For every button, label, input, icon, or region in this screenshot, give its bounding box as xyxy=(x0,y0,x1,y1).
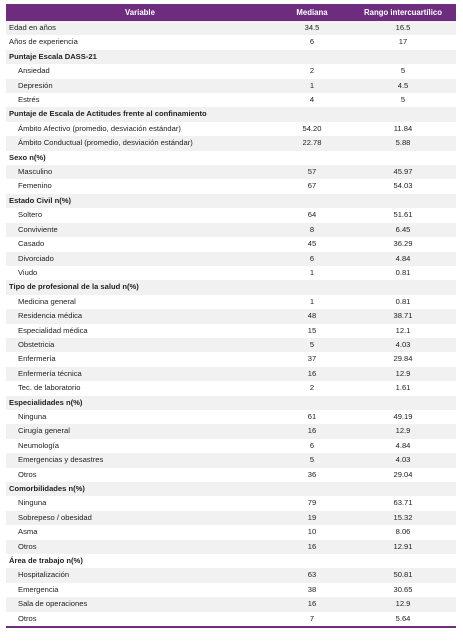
row-label: Estrés xyxy=(6,93,274,107)
median-cell xyxy=(274,151,350,165)
row-label: Casado xyxy=(6,237,274,251)
table-row xyxy=(6,468,456,482)
table-row xyxy=(6,410,456,424)
iqr-cell: 5 xyxy=(350,64,456,78)
median-cell: 16 xyxy=(274,540,350,554)
median-cell: 8 xyxy=(274,223,350,237)
median-cell: 6 xyxy=(274,35,350,49)
row-label: Enfermería xyxy=(6,352,274,366)
median-cell: 67 xyxy=(274,179,350,193)
median-cell: 63 xyxy=(274,568,350,582)
median-cell: 38 xyxy=(274,583,350,597)
median-cell: 6 xyxy=(274,439,350,453)
median-cell: 19 xyxy=(274,511,350,525)
iqr-cell: 6.45 xyxy=(350,223,456,237)
row-label: Otros xyxy=(6,540,274,554)
iqr-cell xyxy=(350,280,456,294)
table-row xyxy=(6,309,456,323)
row-label: Otros xyxy=(6,612,274,626)
median-cell: 1 xyxy=(274,295,350,309)
iqr-cell: 50.81 xyxy=(350,568,456,582)
table-row xyxy=(6,568,456,582)
median-cell: 36 xyxy=(274,468,350,482)
median-cell: 57 xyxy=(274,165,350,179)
section-label: Puntaje Escala DASS-21 xyxy=(6,50,274,64)
iqr-cell: 17 xyxy=(350,35,456,49)
row-label: Masculino xyxy=(6,165,274,179)
iqr-cell: 29.04 xyxy=(350,468,456,482)
row-label: Tec. de laboratorio xyxy=(6,381,274,395)
iqr-cell: 12.91 xyxy=(350,540,456,554)
table-row xyxy=(6,179,456,193)
table-row xyxy=(6,612,456,626)
table-row xyxy=(6,93,456,107)
section-label: Sexo n(%) xyxy=(6,151,274,165)
iqr-cell: 54.03 xyxy=(350,179,456,193)
median-cell: 5 xyxy=(274,338,350,352)
row-label: Cirugía general xyxy=(6,424,274,438)
row-label: Años de experiencia xyxy=(6,35,274,49)
header-row xyxy=(6,4,456,21)
row-label: Emergencia xyxy=(6,583,274,597)
iqr-cell xyxy=(350,151,456,165)
iqr-cell xyxy=(350,396,456,410)
iqr-cell xyxy=(350,194,456,208)
table-row xyxy=(6,367,456,381)
iqr-cell: 29.84 xyxy=(350,352,456,366)
row-label: Conviviente xyxy=(6,223,274,237)
iqr-cell: 4.5 xyxy=(350,79,456,93)
row-label: Residencia médica xyxy=(6,309,274,323)
row-label: Especialidad médica xyxy=(6,324,274,338)
median-cell xyxy=(274,50,350,64)
row-label: Neumología xyxy=(6,439,274,453)
median-cell: 4 xyxy=(274,93,350,107)
median-cell: 2 xyxy=(274,64,350,78)
section-row xyxy=(6,554,456,568)
iqr-cell: 15.32 xyxy=(350,511,456,525)
table-row xyxy=(6,381,456,395)
median-cell: 15 xyxy=(274,324,350,338)
median-cell: 64 xyxy=(274,208,350,222)
row-label: Ninguna xyxy=(6,410,274,424)
iqr-cell: 4.84 xyxy=(350,252,456,266)
iqr-cell: 12.1 xyxy=(350,324,456,338)
iqr-cell xyxy=(350,554,456,568)
iqr-cell: 12.9 xyxy=(350,597,456,611)
table-row xyxy=(6,35,456,49)
row-label: Ámbito Conductual (promedio, desviación estándar) xyxy=(6,136,274,150)
row-label: Ansiedad xyxy=(6,64,274,78)
row-label: Ninguna xyxy=(6,496,274,510)
median-cell: 54.20 xyxy=(274,122,350,136)
header-iqr: Rango intercuartílico xyxy=(350,4,456,21)
median-cell: 6 xyxy=(274,252,350,266)
median-cell: 79 xyxy=(274,496,350,510)
iqr-cell: 5.88 xyxy=(350,136,456,150)
iqr-cell xyxy=(350,107,456,121)
section-row xyxy=(6,107,456,121)
median-cell xyxy=(274,482,350,496)
table-row xyxy=(6,295,456,309)
median-cell: 16 xyxy=(274,367,350,381)
iqr-cell: 30.65 xyxy=(350,583,456,597)
median-cell: 1 xyxy=(274,266,350,280)
iqr-cell: 12.9 xyxy=(350,424,456,438)
iqr-cell: 1.61 xyxy=(350,381,456,395)
iqr-cell: 5 xyxy=(350,93,456,107)
iqr-cell: 4.84 xyxy=(350,439,456,453)
median-cell: 5 xyxy=(274,453,350,467)
row-label: Asma xyxy=(6,525,274,539)
median-cell: 7 xyxy=(274,612,350,626)
table-row xyxy=(6,352,456,366)
iqr-cell: 4.03 xyxy=(350,453,456,467)
median-cell: 34.5 xyxy=(274,21,350,35)
median-cell: 16 xyxy=(274,424,350,438)
table-row xyxy=(6,439,456,453)
table-row xyxy=(6,64,456,78)
table-row xyxy=(6,237,456,251)
row-label: Otros xyxy=(6,468,274,482)
table-row xyxy=(6,165,456,179)
median-cell xyxy=(274,554,350,568)
median-cell: 37 xyxy=(274,352,350,366)
row-label: Enfermería técnica xyxy=(6,367,274,381)
median-cell xyxy=(274,280,350,294)
table-row xyxy=(6,79,456,93)
data-table xyxy=(6,4,456,626)
table-bottom-rule xyxy=(6,626,456,628)
row-label: Edad en años xyxy=(6,21,274,35)
iqr-cell: 8.06 xyxy=(350,525,456,539)
median-cell: 61 xyxy=(274,410,350,424)
median-cell xyxy=(274,396,350,410)
iqr-cell xyxy=(350,482,456,496)
row-label: Medicina general xyxy=(6,295,274,309)
median-cell xyxy=(274,194,350,208)
iqr-cell: 45.97 xyxy=(350,165,456,179)
table-header xyxy=(6,4,456,21)
table-row xyxy=(6,338,456,352)
iqr-cell: 5.64 xyxy=(350,612,456,626)
section-row xyxy=(6,194,456,208)
section-row xyxy=(6,280,456,294)
table-row xyxy=(6,208,456,222)
section-label: Comorbilidades n(%) xyxy=(6,482,274,496)
table-row xyxy=(6,525,456,539)
median-cell xyxy=(274,107,350,121)
iqr-cell: 51.61 xyxy=(350,208,456,222)
median-cell: 1 xyxy=(274,79,350,93)
median-cell: 16 xyxy=(274,597,350,611)
row-label: Femenino xyxy=(6,179,274,193)
median-cell: 48 xyxy=(274,309,350,323)
table-row xyxy=(6,496,456,510)
section-row xyxy=(6,482,456,496)
header-variable: Variable xyxy=(6,4,274,21)
table-row xyxy=(6,136,456,150)
row-label: Obstetricia xyxy=(6,338,274,352)
section-label: Puntaje de Escala de Actitudes frente al confinamiento xyxy=(6,107,274,121)
row-label: Soltero xyxy=(6,208,274,222)
table-body xyxy=(6,21,456,626)
section-label: Especialidades n(%) xyxy=(6,396,274,410)
table-row xyxy=(6,424,456,438)
row-label: Sala de operaciones xyxy=(6,597,274,611)
table-row xyxy=(6,597,456,611)
header-median: Mediana xyxy=(274,4,350,21)
table-row xyxy=(6,583,456,597)
row-label: Sobrepeso / obesidad xyxy=(6,511,274,525)
iqr-cell xyxy=(350,50,456,64)
section-label: Área de trabajo n(%) xyxy=(6,554,274,568)
row-label: Ámbito Afectivo (promedio, desviación estándar) xyxy=(6,122,274,136)
section-label: Tipo de profesional de la salud n(%) xyxy=(6,280,274,294)
iqr-cell: 38.71 xyxy=(350,309,456,323)
section-row xyxy=(6,396,456,410)
row-label: Divorciado xyxy=(6,252,274,266)
iqr-cell: 11.84 xyxy=(350,122,456,136)
row-label: Emergencias y desastres xyxy=(6,453,274,467)
row-label: Depresión xyxy=(6,79,274,93)
table-row xyxy=(6,266,456,280)
iqr-cell: 36.29 xyxy=(350,237,456,251)
table-row xyxy=(6,540,456,554)
iqr-cell: 4.03 xyxy=(350,338,456,352)
median-cell: 2 xyxy=(274,381,350,395)
table-row xyxy=(6,453,456,467)
table-row xyxy=(6,324,456,338)
table-row xyxy=(6,511,456,525)
iqr-cell: 0.81 xyxy=(350,266,456,280)
median-cell: 45 xyxy=(274,237,350,251)
iqr-cell: 63.71 xyxy=(350,496,456,510)
table-row xyxy=(6,252,456,266)
table-row xyxy=(6,223,456,237)
section-label: Estado Civil n(%) xyxy=(6,194,274,208)
section-row xyxy=(6,50,456,64)
median-cell: 10 xyxy=(274,525,350,539)
table-row xyxy=(6,21,456,35)
row-label: Hospitalización xyxy=(6,568,274,582)
iqr-cell: 49.19 xyxy=(350,410,456,424)
iqr-cell: 12.9 xyxy=(350,367,456,381)
data-table-container xyxy=(6,4,456,628)
section-row xyxy=(6,151,456,165)
table-row xyxy=(6,122,456,136)
median-cell: 22.78 xyxy=(274,136,350,150)
iqr-cell: 0.81 xyxy=(350,295,456,309)
iqr-cell: 16.5 xyxy=(350,21,456,35)
row-label: Viudo xyxy=(6,266,274,280)
